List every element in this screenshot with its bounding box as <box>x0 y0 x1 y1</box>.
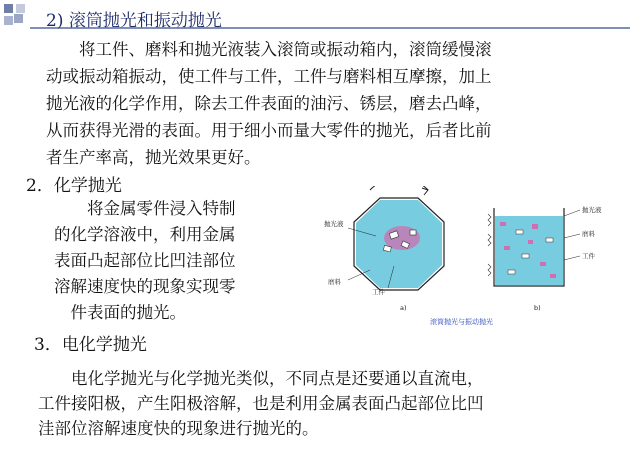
label-polishing-fluid-a: 抛光液 <box>324 220 344 228</box>
text-line: 从而获得光滑的表面。用于细小而量大零件的抛光，后者比前 <box>46 121 492 140</box>
chemical-polishing-paragraph <box>54 196 236 326</box>
text-line: 动或振动箱振动，使工件与工件，工件与磨料相互摩擦，加上 <box>46 67 492 86</box>
label-workpiece-a: 工件 <box>372 288 385 296</box>
label-abrasive-b: 磨料 <box>582 230 595 238</box>
panel-label-a: a) <box>400 304 407 312</box>
text-line: 电化学抛光与化学抛光类似，不同点是还要通以直流电， <box>38 369 484 388</box>
text-line: 件表面的抛光。 <box>54 303 186 322</box>
text-line: 洼部位溶解速度快的现象进行抛光的。 <box>38 419 319 438</box>
text-line: 工件接阳极，产生阳极溶解，也是利用金属表面凸起部位比凹 <box>38 394 484 413</box>
label-abrasive-a: 磨料 <box>328 278 341 286</box>
text-line: 溶解速度快的现象实现零 <box>54 277 236 296</box>
section-heading-chemical-polishing: 2．化学抛光 <box>26 176 122 196</box>
barrel-polishing-paragraph <box>46 36 492 171</box>
barrel-drum <box>354 186 444 290</box>
section-heading-barrel-polishing: 2) 滚筒抛光和振动抛光 <box>46 11 222 31</box>
text-line: 抛光液的化学作用，除去工件表面的油污、锈层，磨去凸峰， <box>46 94 492 113</box>
title-decoration <box>4 4 34 26</box>
text-line: 的化学溶液中，利用金属 <box>54 225 236 244</box>
label-workpiece-b: 工件 <box>582 252 595 260</box>
vibration-tank <box>488 208 564 286</box>
text-line: 者生产率高，抛光效果更好。 <box>46 148 261 167</box>
text-line: 将工件、磨料和抛光液装入滚筒或振动箱内，滚筒缓慢滚 <box>46 40 492 59</box>
text-line: 将金属零件浸入特制 <box>54 199 236 218</box>
panel-label-b: b) <box>534 304 541 312</box>
polishing-figure <box>318 186 636 336</box>
section-heading-electrochemical-polishing: 3．电化学抛光 <box>34 335 147 355</box>
figure-caption: 滚筒抛光与振动抛光 <box>430 318 493 326</box>
text-line: 表面凸起部位比凹洼部位 <box>54 251 236 270</box>
electrochemical-polishing-paragraph <box>38 366 484 441</box>
label-polishing-fluid-b: 抛光液 <box>582 206 602 214</box>
polishing-diagram <box>318 186 636 336</box>
